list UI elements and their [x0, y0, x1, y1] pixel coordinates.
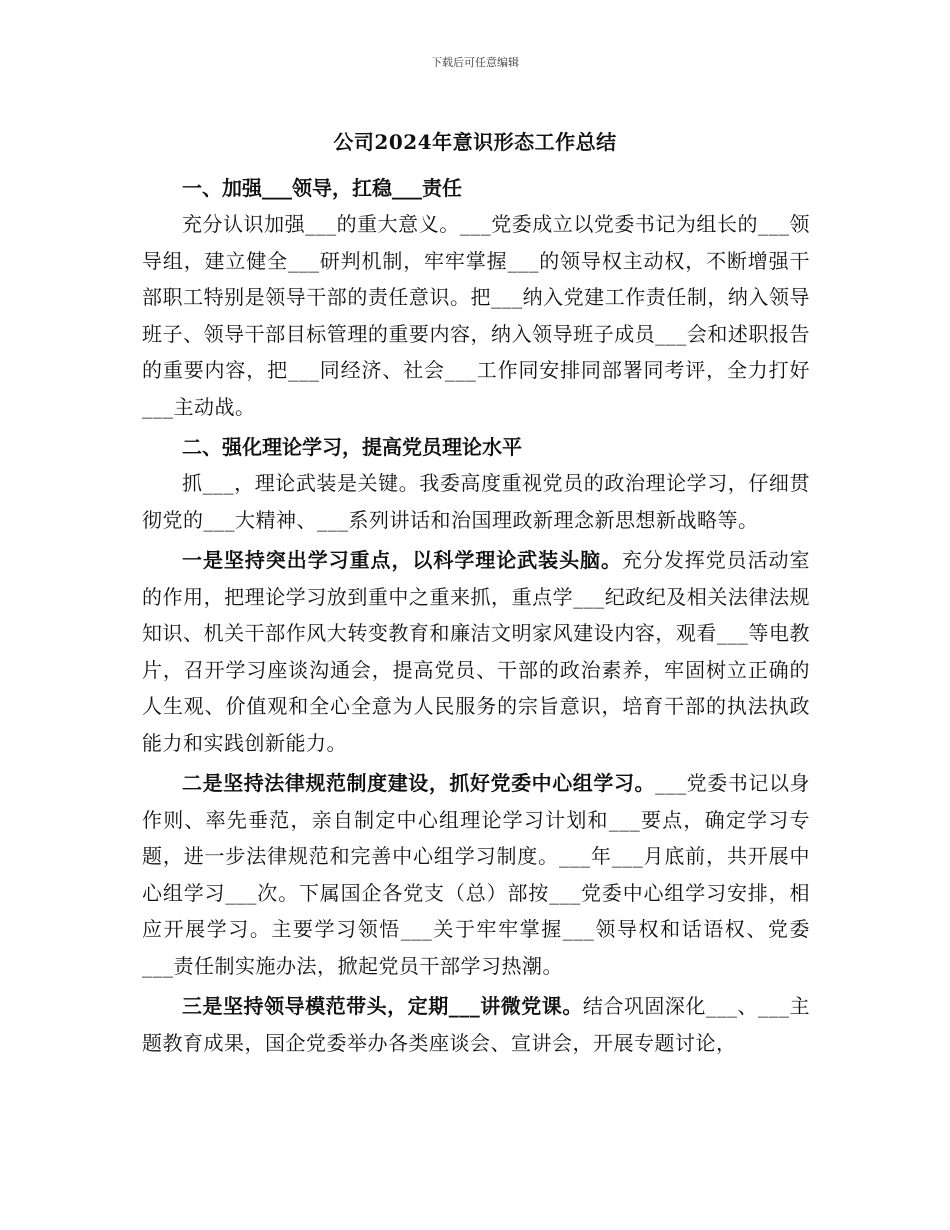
section-2-paragraph-1	[142, 465, 810, 538]
section-2-paragraph-2	[142, 542, 810, 761]
paragraph-text: 抓___，理论武装是关键。我委高度重视党员的政治理论学习，仔细贯彻党的___大精神、___系列讲话和治国理政新理念新思想新战略等。	[142, 471, 810, 532]
paragraph-text: 充分认识加强___的重大意义。___党委成立以党委书记为组长的___领导组，建立健全___研判机制，牢牢掌握___的领导权主动权，不断增强干部职工特别是领导干部的责任意识。把___纳入党建工作责任制，纳入领导班子、领导干部目标管理的重要内容，纳入领导班子成员___会和述职报告的重要内容，把___同经济、社会___工作同安排同部署同考评，全力打好___主动战。	[142, 212, 810, 419]
paragraph-lead: 一是坚持突出学习重点，以科学理论武装头脑。	[182, 548, 622, 572]
section-heading-2: 二、强化理论学习，提高党员理论水平	[182, 435, 522, 459]
section-2-paragraph-3	[142, 765, 810, 984]
section-heading-1: 一、加强___领导，扛稳___责任	[182, 176, 462, 200]
section-1-paragraph-1	[142, 206, 810, 425]
paragraph-text: 充分发挥党员活动室的作用，把理论学习放到重中之重来抓，重点学___纪政纪及相关法律法规知识、机关干部作风大转变教育和廉洁文明家风建设内容，观看___等电教片，召开学习座谈沟通会，提高党员、干部的政治素养，牢固树立正确的人生观、价值观和全心全意为人民服务的宗旨意识，培育干部的执法执政能力和实践创新能力。	[142, 548, 811, 755]
page-header-note: 下载后可任意编辑	[431, 56, 519, 69]
paragraph-text: 结合巩固深化___、___主题教育成果，国企党委举办各类座谈会、宣讲会，开展专题讨论，	[142, 994, 811, 1055]
section-2-paragraph-4	[142, 988, 810, 1061]
document-body	[142, 170, 810, 1061]
paragraph-lead: 二是坚持法律规范制度建设，抓好党委中心组学习。	[182, 771, 656, 795]
document-title: 公司2024年意识形态工作总结	[333, 130, 617, 154]
paragraph-text: ___党委书记以身作则、率先垂范，亲自制定中心组理论学习计划和___要点，确定学习专题，进一步法律规范和完善中心组学习制度。___年___月底前，共开展中心组学习___次。下属国企各党支（总）部按___党委中心组学习安排，相应开展学习。主要学习领悟___关于牢牢掌握___领导权和话语权、党委___责任制实施办法，掀起党员干部学习热潮。	[142, 771, 811, 978]
paragraph-lead: 三是坚持领导模范带头，定期___讲微党课。	[182, 994, 583, 1018]
